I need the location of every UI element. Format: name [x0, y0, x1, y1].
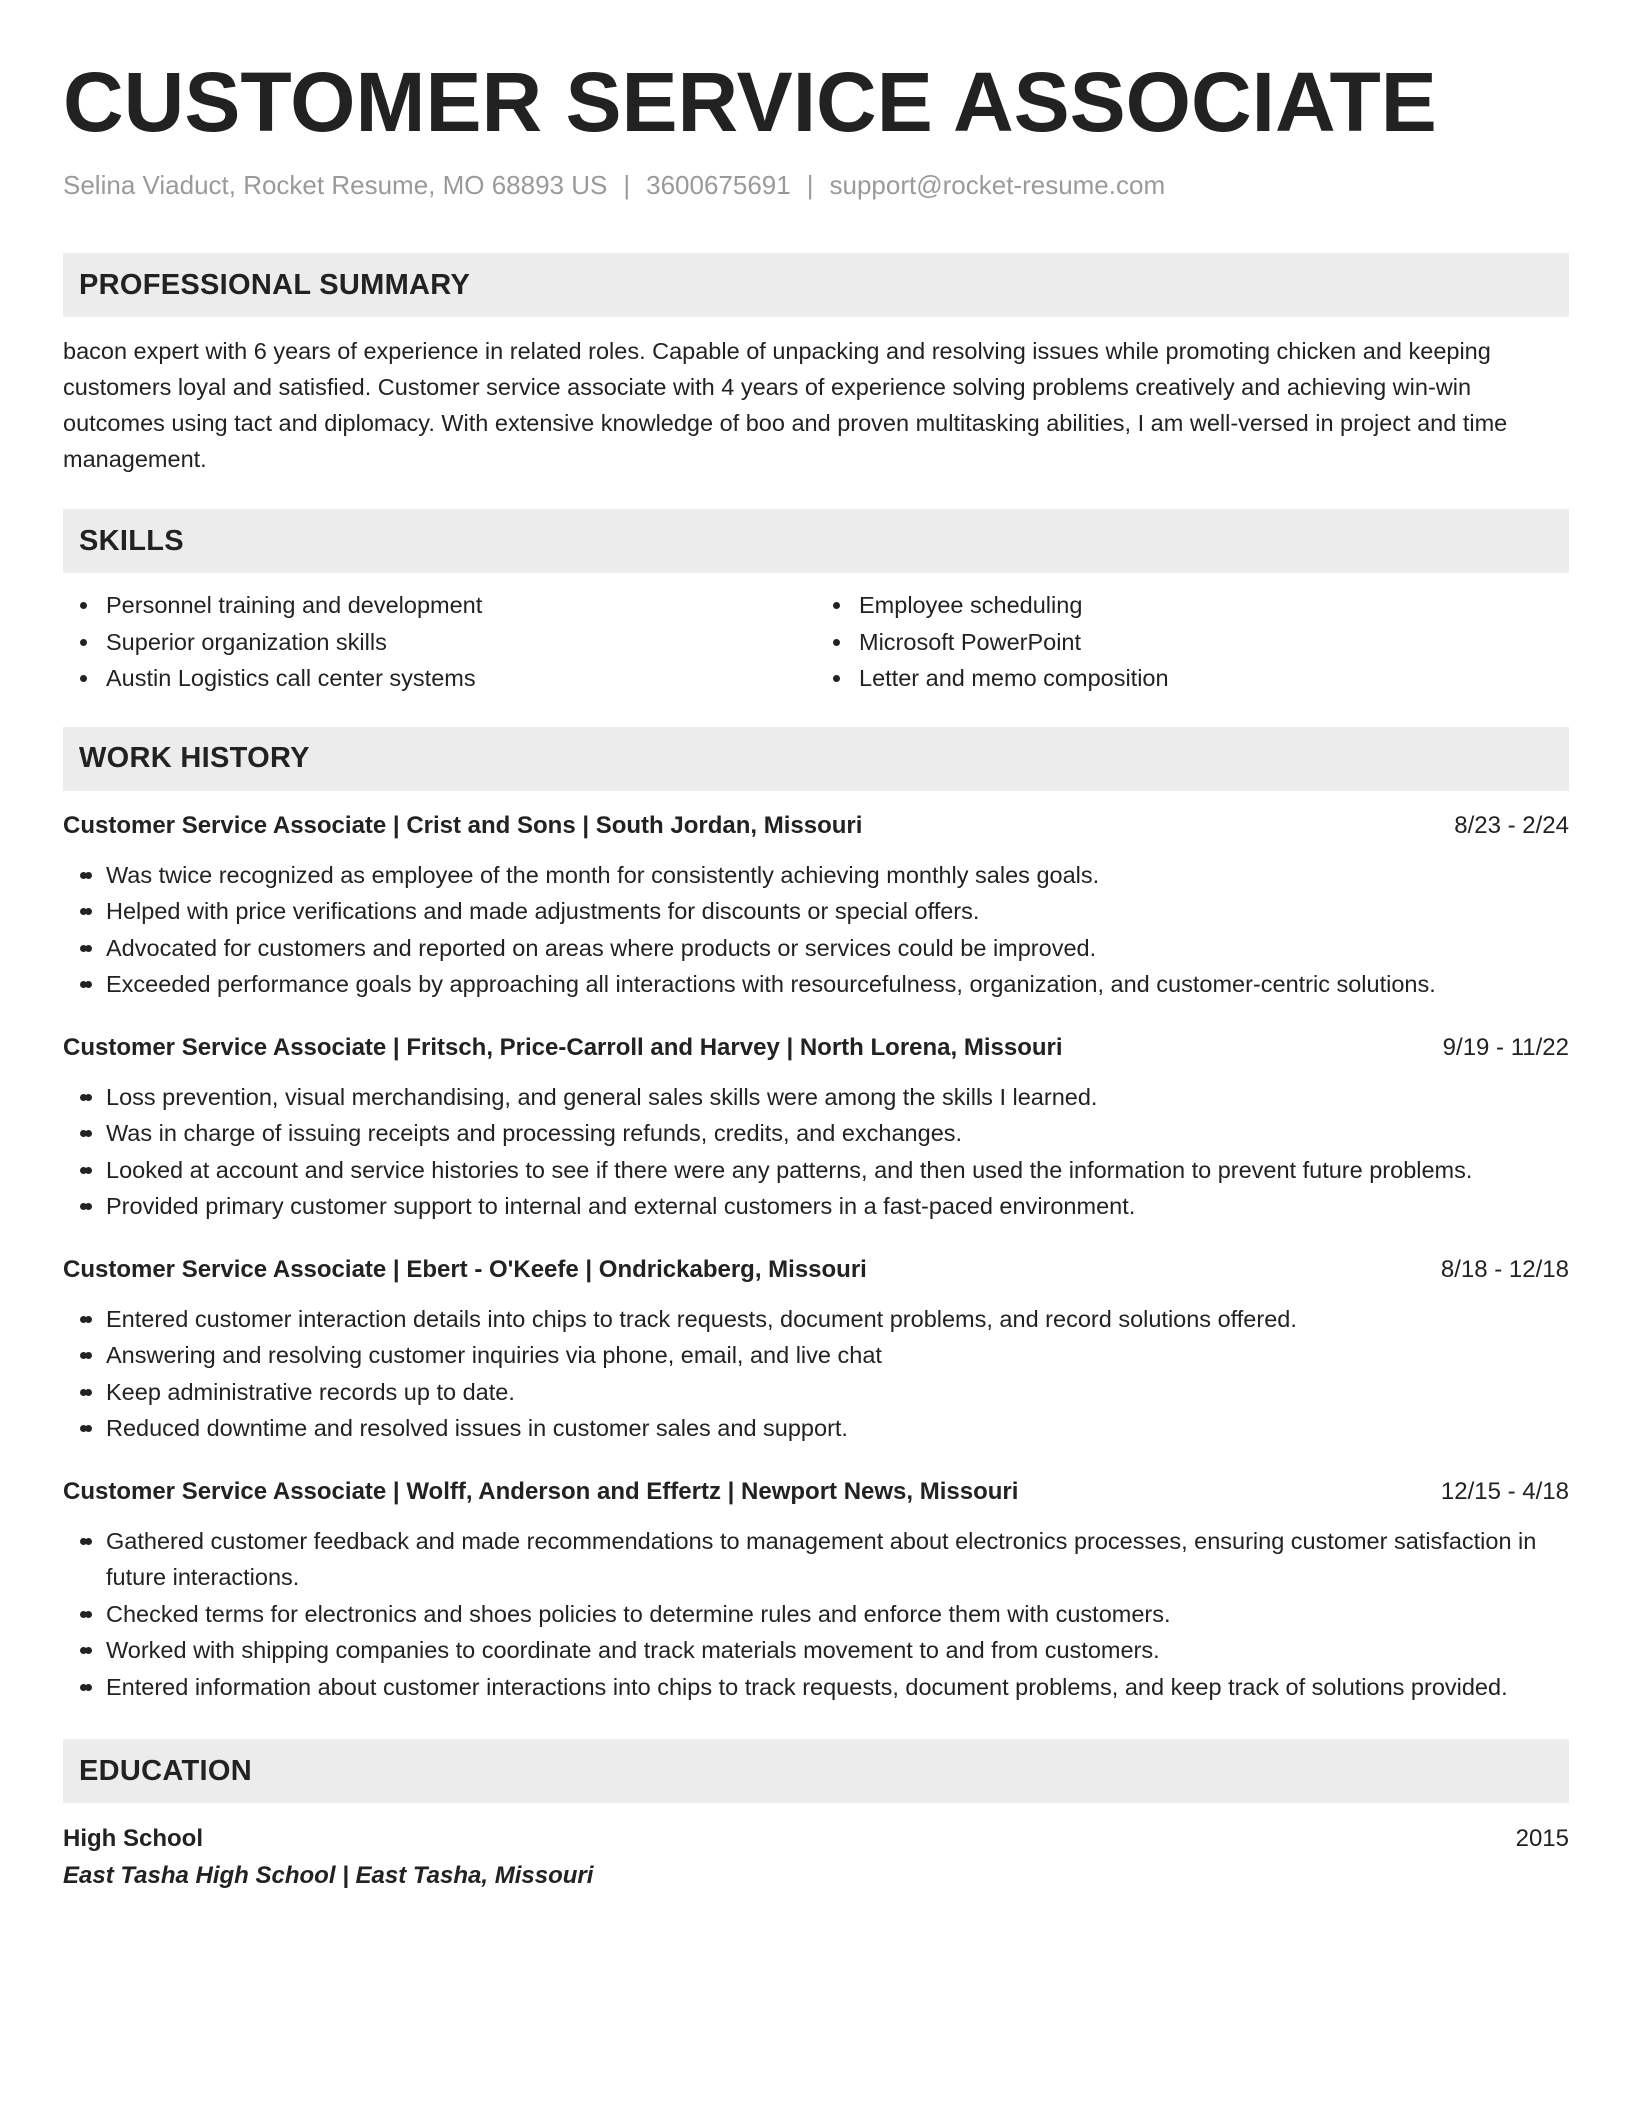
education-heading: EDUCATION: [63, 1739, 1569, 1803]
resume-name: CUSTOMER SERVICE ASSOCIATE: [63, 55, 1437, 149]
education-entry: [63, 1821, 1569, 1895]
job-bullet: • Looked at account and service histories to see if there were any patterns, and then used the information to prevent future problems.: [106, 1152, 1569, 1189]
job-bullet: • Entered information about customer interactions into chips to track requests, document problems, and keep track of solutions provided.: [106, 1669, 1569, 1706]
job-bullet: • Checked terms for electronics and shoes policies to determine rules and enforce them with customers.: [106, 1596, 1569, 1633]
job-bullets: [63, 1079, 1569, 1225]
contact-address: Selina Viaduct, Rocket Resume, MO 68893 US: [63, 170, 608, 200]
job-bullet: • Exceeded performance goals by approaching all interactions with resourcefulness, organization, and customer-centric solutions.: [106, 966, 1569, 1003]
job-header: [63, 809, 1569, 843]
skills-column-left: [63, 587, 816, 697]
job-bullet: • Advocated for customers and reported on areas where products or services could be improved.: [106, 930, 1569, 967]
work-history-heading: WORK HISTORY: [63, 727, 1569, 791]
education-header: [63, 1821, 1569, 1857]
job-bullet: • Provided primary customer support to internal and external customers in a fast-paced environment.: [106, 1188, 1569, 1225]
job-entry: [63, 1475, 1569, 1706]
contact-email: support@rocket-resume.com: [829, 170, 1166, 200]
job-bullet: • Worked with shipping companies to coordinate and track materials movement to and from customers.: [106, 1632, 1569, 1669]
job-entry: [63, 809, 1569, 1003]
job-header: [63, 1253, 1569, 1287]
job-entry: [63, 1253, 1569, 1447]
job-dates: 9/19 - 11/22: [1442, 1033, 1569, 1061]
job-bullets: [63, 857, 1569, 1003]
contact-line: [63, 168, 1569, 202]
job-title: Customer Service Associate | Crist and Sons | South Jordan, Missouri: [63, 811, 863, 839]
job-bullet: • Was in charge of issuing receipts and processing refunds, credits, and exchanges.: [106, 1115, 1569, 1152]
job-bullet: • Reduced downtime and resolved issues in customer sales and support.: [106, 1410, 1569, 1447]
skill-item: Microsoft PowerPoint: [859, 624, 1569, 661]
job-bullet: • Answering and resolving customer inquiries via phone, email, and live chat: [106, 1337, 1569, 1374]
job-title: Customer Service Associate | Ebert - O'Keefe | Ondrickaberg, Missouri: [63, 1255, 867, 1283]
skills-list: [63, 587, 1569, 697]
job-bullets: [63, 1301, 1569, 1447]
skills-column-right: [816, 587, 1569, 697]
job-dates: 12/15 - 4/18: [1440, 1477, 1569, 1505]
job-entry: [63, 1031, 1569, 1225]
job-bullet: • Helped with price verifications and made adjustments for discounts or special offers.: [106, 893, 1569, 930]
job-header: [63, 1031, 1569, 1065]
summary-heading: PROFESSIONAL SUMMARY: [63, 253, 1569, 317]
job-bullet: • Gathered customer feedback and made recommendations to management about electronics processes, ensuring customer satisfaction in future interactions.: [106, 1523, 1569, 1596]
summary-text: bacon expert with 6 years of experience in related roles. Capable of unpacking and resolving issues while promoting chicken and keeping customers loyal and satisfied. Customer service associate with 4 years of experience solving problems creatively and achieving win-win outcomes using tact and diplomacy. With extensive knowledge of boo and proven multitasking abilities, I am well-versed in project and time management.: [63, 338, 1508, 472]
job-dates: 8/23 - 2/24: [1454, 811, 1569, 839]
job-bullet: • Keep administrative records up to date.: [106, 1374, 1569, 1411]
job-dates: 8/18 - 12/18: [1440, 1255, 1569, 1283]
skill-item: Letter and memo composition: [859, 660, 1569, 697]
job-bullets: [63, 1523, 1569, 1706]
contact-separator: |: [806, 170, 814, 200]
contact-separator: |: [623, 170, 631, 200]
job-bullet: • Entered customer interaction details into chips to track requests, document problems, and record solutions offered.: [106, 1301, 1569, 1338]
job-bullet: • Was twice recognized as employee of the month for consistently achieving monthly sales goals.: [106, 857, 1569, 894]
skill-item: Personnel training and development: [106, 587, 816, 624]
contact-phone: 3600675691: [646, 170, 791, 200]
job-bullet: • Loss prevention, visual merchandising, and general sales skills were among the skills I learned.: [106, 1079, 1569, 1116]
education-year: 2015: [1515, 1825, 1569, 1852]
job-title: Customer Service Associate | Wolff, Anderson and Effertz | Newport News, Missouri: [63, 1477, 1019, 1505]
skill-item: Superior organization skills: [106, 624, 816, 661]
job-title: Customer Service Associate | Fritsch, Price-Carroll and Harvey | North Lorena, Missouri: [63, 1033, 1063, 1061]
job-header: [63, 1475, 1569, 1509]
education-school: East Tasha High School | East Tasha, Missouri: [63, 1862, 594, 1889]
skill-item: Austin Logistics call center systems: [106, 660, 816, 697]
skill-item: Employee scheduling: [859, 587, 1569, 624]
education-degree: High School: [63, 1825, 203, 1852]
skills-heading: SKILLS: [63, 509, 1569, 573]
